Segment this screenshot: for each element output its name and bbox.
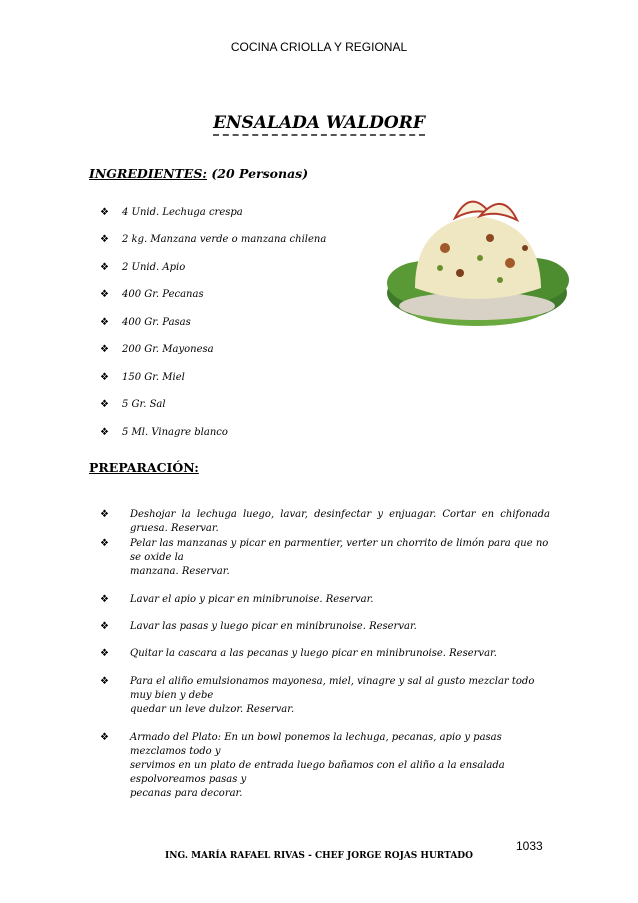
diamond-bullet-icon: ❖	[100, 732, 109, 743]
preparation-heading: PREPARACIÓN:	[89, 460, 199, 475]
step-text: Para el aliño emulsionamos mayonesa, miel, vinagre y sal al gusto mezclar todo muy bien y debe	[130, 676, 535, 701]
page-number: 1033	[516, 839, 543, 853]
step-continuation: manzana. Reservar.	[130, 566, 230, 577]
ingredient-item	[100, 343, 214, 357]
diamond-bullet-icon: ❖	[100, 509, 109, 520]
page-footer: ING. MARÍA RAFAEL RIVAS - CHEF JORGE ROJAS HURTADO	[165, 851, 473, 861]
salad-photo	[385, 188, 570, 333]
ingredient-text: 200 Gr. Mayonesa	[122, 344, 214, 355]
diamond-bullet-icon: ❖	[100, 676, 109, 687]
diamond-bullet-icon: ❖	[100, 344, 109, 355]
step-text: Lavar las pasas y luego picar en minibrunoise. Reservar.	[130, 621, 417, 632]
page-header: COCINA CRIOLLA Y REGIONAL	[230, 40, 408, 54]
diamond-bullet-icon: ❖	[100, 234, 109, 245]
diamond-bullet-icon: ❖	[100, 207, 109, 218]
ingredient-item	[100, 316, 191, 330]
ingredient-text: 2 kg. Manzana verde o manzana chilena	[122, 234, 327, 245]
ingredient-text: 150 Gr. Miel	[122, 372, 185, 383]
diamond-bullet-icon: ❖	[100, 289, 109, 300]
diamond-bullet-icon: ❖	[100, 538, 109, 549]
ingredient-item	[100, 426, 228, 440]
diamond-bullet-icon: ❖	[100, 427, 109, 438]
ingredient-text: 2 Unid. Apio	[122, 262, 186, 273]
ingredient-text: 400 Gr. Pasas	[122, 317, 191, 328]
recipe-title	[0, 113, 638, 133]
ingredient-text: 400 Gr. Pecanas	[122, 289, 204, 300]
ingredient-item	[100, 206, 243, 220]
step-text: Quitar la cascara a las pecanas y luego picar en minibrunoise. Reservar.	[130, 648, 497, 659]
step-continuation: pecanas para decorar.	[130, 788, 243, 799]
step-text: Armado del Plato: En un bowl ponemos la lechuga, pecanas, apio y pasas mezclamos todo y	[130, 732, 502, 757]
diamond-bullet-icon: ❖	[100, 262, 109, 273]
salad-mound	[415, 216, 541, 299]
ingredients-heading	[89, 166, 308, 181]
diamond-bullet-icon: ❖	[100, 648, 109, 659]
step-text: Pelar las manzanas y picar en parmentier, verter un chorrito de limón para que no se oxide la	[130, 538, 549, 563]
ingredients-servings: (20 Personas)	[211, 166, 309, 181]
ingredient-text: 5 Gr. Sal	[122, 399, 166, 410]
ingredient-item	[100, 371, 185, 385]
step-continuation: servimos en un plato de entrada luego bañamos con el aliño a la ensalada espolvoreamos pasas y	[130, 760, 505, 785]
diamond-bullet-icon: ❖	[100, 372, 109, 383]
diamond-bullet-icon: ❖	[100, 399, 109, 410]
ingredient-item	[100, 288, 204, 302]
ingredient-text: 5 Ml. Vinagre blanco	[122, 427, 228, 438]
ingredient-text: 4 Unid. Lechuga crespa	[122, 207, 243, 218]
ingredient-item	[100, 398, 166, 412]
ingredient-item	[100, 233, 326, 247]
step-text: Lavar el apio y picar en minibrunoise. Reservar.	[130, 594, 374, 605]
diamond-bullet-icon: ❖	[100, 317, 109, 328]
recipe-title-text: ENSALADA WALDORF	[213, 113, 425, 136]
diamond-bullet-icon: ❖	[100, 594, 109, 605]
ingredients-label: INGREDIENTES:	[89, 166, 207, 181]
ingredient-item	[100, 261, 185, 275]
step-text: Deshojar la lechuga luego, lavar, desinfectar y enjuagar. Cortar en chifonada gruesa. Reservar.	[130, 509, 550, 534]
step-continuation: quedar un leve dulzor. Reservar.	[130, 704, 295, 715]
apple-slices	[455, 202, 517, 220]
diamond-bullet-icon: ❖	[100, 621, 109, 632]
